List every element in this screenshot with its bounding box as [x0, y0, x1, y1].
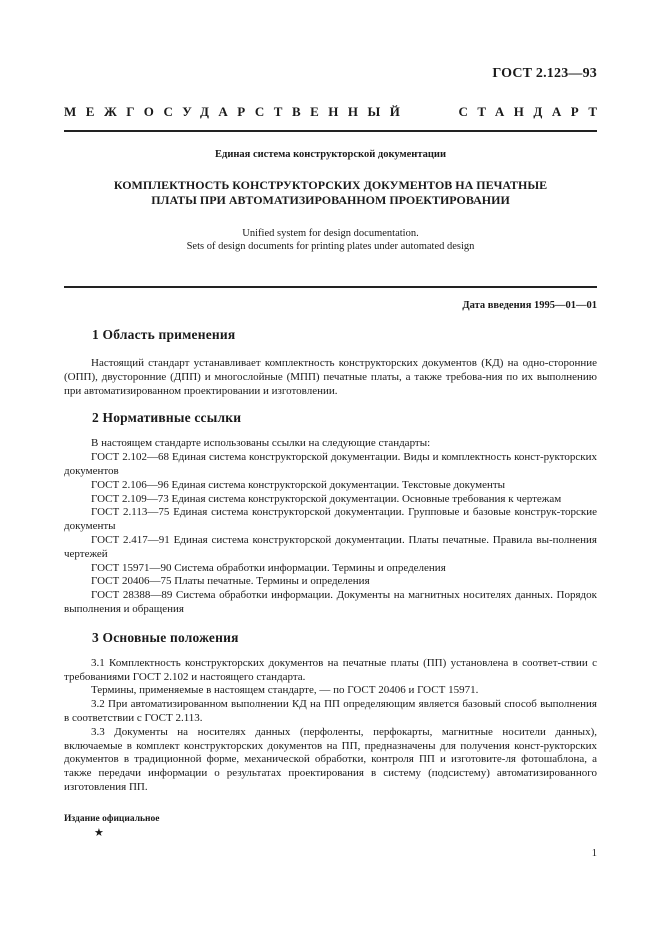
reference-item: ГОСТ 15971—90 Система обработки информации. Термины и определения: [91, 561, 446, 574]
reference-item: ГОСТ 28388—89 Система обработки информации. Документы на магнитных носителях данных. Порядок выполнения и обращения: [64, 589, 597, 615]
section-3-paragraph-1: 3.1 Комплектность конструкторских документов на печатные платы (ПП) установлена в соответ-ствии с требованиями ГОСТ 2.102 и настоящего стандарта.: [64, 656, 597, 683]
page-number: 1: [591, 848, 597, 859]
section-3-paragraph-2: Термины, применяемые в настоящем стандарте, — по ГОСТ 20406 и ГОСТ 15971.: [91, 684, 479, 697]
document-title-line-1: КОМПЛЕКТНОСТЬ КОНСТРУКТОРСКИХ ДОКУМЕНТОВ НА ПЕЧАТНЫЕ: [113, 178, 548, 192]
reference-item: ГОСТ 2.102—68 Единая система конструкторской документации. Виды и комплектность конст-рукторских документов: [64, 451, 597, 477]
english-title: [64, 227, 597, 253]
document-title: [64, 178, 597, 208]
section-3-paragraph-3: 3.2 При автоматизированном выполнении КД на ПП определяющим является базовый способ выполнения в соответствии с ГОСТ 2.113.: [64, 698, 597, 724]
section-1-paragraph: Настоящий стандарт устанавливает комплектность конструкторских документов (КД) на одно-сторонние (ОПП), двусторонние (ДПП) и многослойные (МПП) печатные платы, а также требова-ния по их выполнению при автоматизированном проектировании и изготовлении.: [64, 357, 597, 397]
english-title-line-1: Unified system for design documentation.: [242, 228, 419, 239]
interstate-label: МЕЖГОСУДАРСТВЕННЫЙ: [64, 104, 410, 119]
star-icon: ★: [94, 827, 104, 839]
section-3-paragraph-4: 3.3 Документы на носителях данных (перфоленты, перфокарты, магнитные носители данных), включаемые в комплект конструкторских документов на ПП, предназначены для получения конст-рукторских документов в традиционной форме, механической обработки, контроля ПП и изготовите-ля фотошаблона, а также передачи информации о результатах проектирования в систему (подсистему) автоматизированного изготовления ПП.: [64, 725, 597, 793]
section-3-heading: 3 Основные положения: [92, 629, 239, 645]
reference-item: ГОСТ 2.106—96 Единая система конструкторской документации. Текстовые документы: [91, 478, 506, 491]
reference-item: ГОСТ 20406—75 Платы печатные. Термины и определения: [91, 575, 370, 588]
english-title-line-2: Sets of design documents for printing plates under automated design: [186, 241, 475, 252]
top-divider: [64, 130, 597, 132]
interstate-standard-banner: [64, 104, 607, 120]
middle-divider: [64, 286, 597, 288]
introduction-date: Дата введения 1995—01—01: [462, 300, 597, 311]
standard-label: СТАНДАРТ: [458, 104, 607, 119]
document-title-line-2: ПЛАТЫ ПРИ АВТОМАТИЗИРОВАННОМ ПРОЕКТИРОВАНИИ: [151, 193, 510, 207]
section-2-heading: 2 Нормативные ссылки: [92, 410, 242, 426]
reference-item: ГОСТ 2.109—73 Единая система конструкторской документации. Основные требования к чертежам: [91, 492, 562, 505]
document-body: [64, 326, 597, 795]
reference-item: ГОСТ 2.417—91 Единая система конструкторской документации. Платы печатные. Правила вы-полнения чертежей: [64, 533, 597, 560]
official-edition-label: Издание официальное: [64, 814, 160, 824]
gost-number: ГОСТ 2.123—93: [492, 66, 597, 81]
system-title: Единая система конструкторской документации: [215, 149, 446, 160]
section-2-intro: В настоящем стандарте использованы ссылки на следующие стандарты:: [91, 437, 431, 450]
section-1-heading: 1 Область применения: [92, 327, 236, 342]
reference-item: ГОСТ 2.113—75 Единая система конструкторской документации. Групповые и базовые конструк-торские документы: [64, 506, 597, 533]
